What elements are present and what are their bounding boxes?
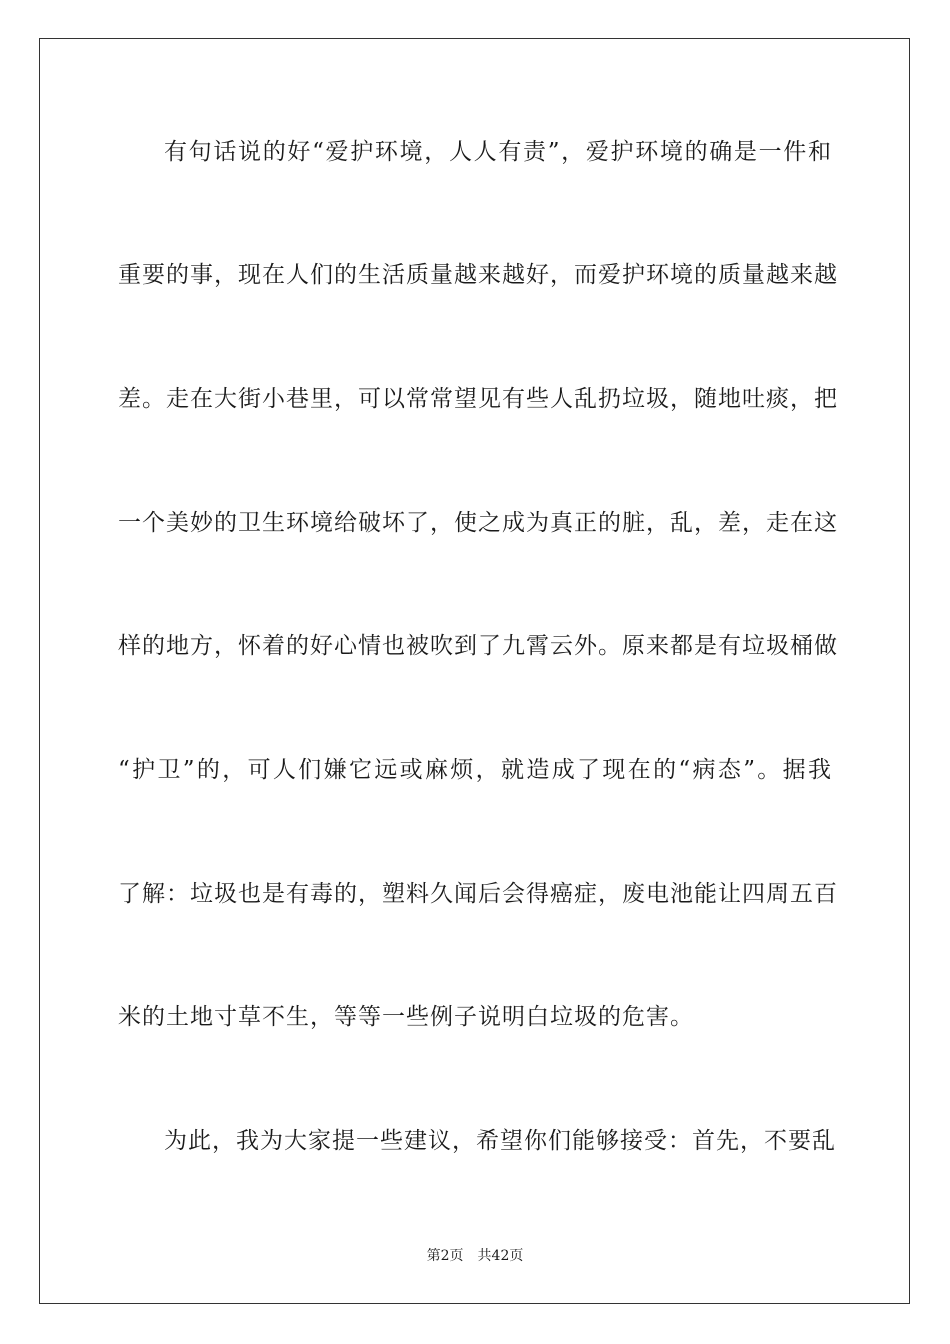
- page-total: 共42页: [477, 1248, 524, 1264]
- page-border: [39, 38, 910, 1304]
- paragraph-1-line-6: “护卫”的，可人们嫌它远或麻烦，就造成了现在的“病态”。据我: [118, 757, 832, 783]
- paragraph-2-line-1: 为此，我为大家提一些建议，希望你们能够接受：首先，不要乱: [164, 1128, 836, 1154]
- paragraph-1-line-1: 有句话说的好“爱护环境，人人有责”，爱护环境的确是一件和: [164, 139, 832, 165]
- paragraph-1-line-3: 差。走在大街小巷里，可以常常望见有些人乱扔垃圾，随地吐痰，把: [118, 386, 838, 412]
- page-footer: [0, 1247, 950, 1265]
- paragraph-1-line-5: 样的地方，怀着的好心情也被吹到了九霄云外。原来都是有垃圾桶做: [118, 633, 838, 659]
- paragraph-1-line-8: 米的土地寸草不生，等等一些例子说明白垃圾的危害。: [118, 1004, 694, 1030]
- page-number: 第2页: [426, 1248, 464, 1264]
- paragraph-1-line-4: 一个美妙的卫生环境给破坏了，使之成为真正的脏，乱，差，走在这: [118, 510, 838, 536]
- paragraph-1-line-2: 重要的事，现在人们的生活质量越来越好，而爱护环境的质量越来越: [118, 262, 838, 288]
- paragraph-1-line-7: 了解：垃圾也是有毒的，塑料久闻后会得癌症，废电池能让四周五百: [118, 881, 838, 907]
